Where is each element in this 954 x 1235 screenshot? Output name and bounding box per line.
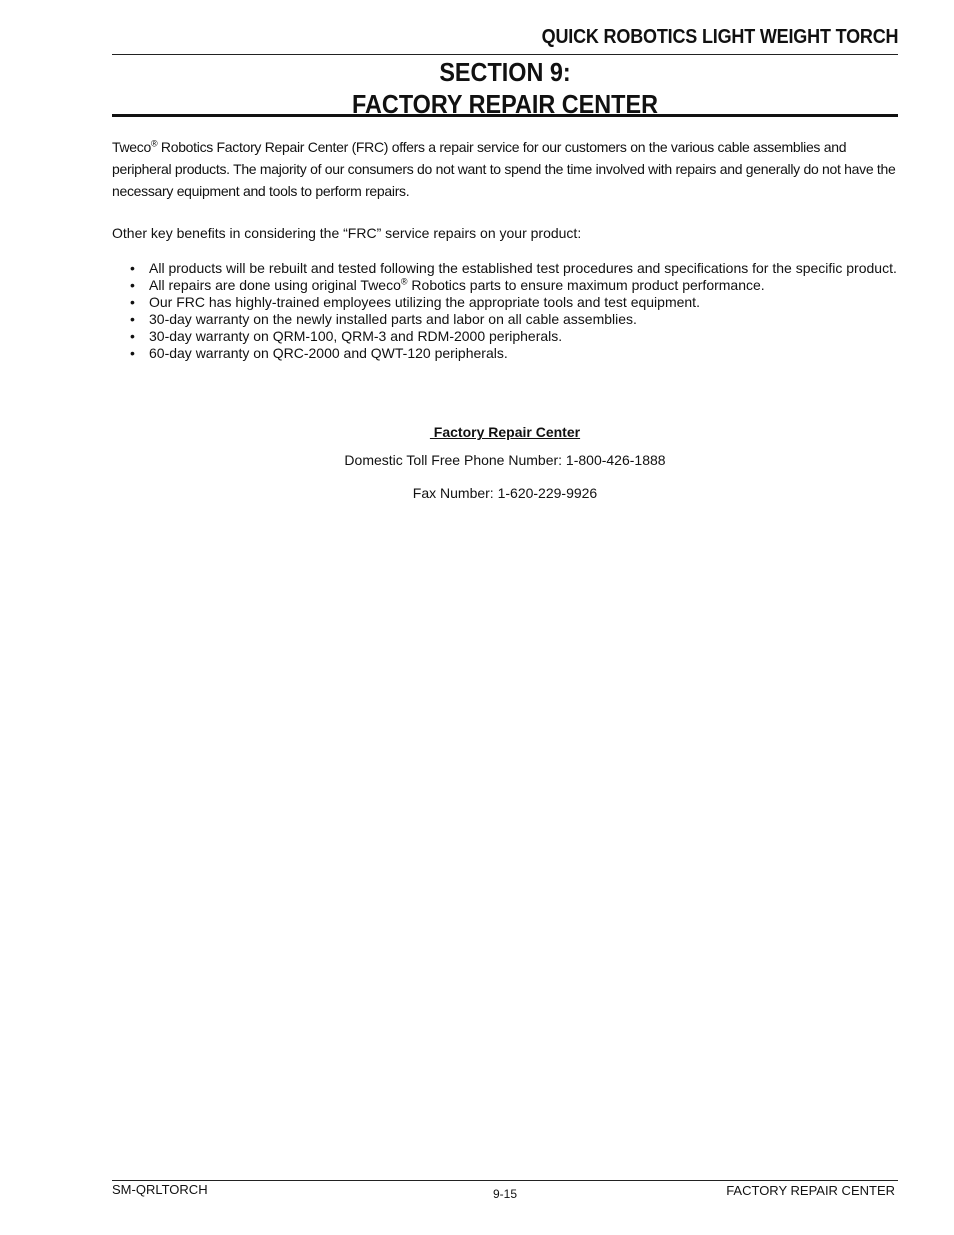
- benefits-list: [130, 260, 898, 362]
- list-item: • 60-day warranty on QRC-2000 and QWT-120 peripherals.: [130, 345, 898, 362]
- registered-mark: ®: [150, 138, 158, 149]
- list-item: • 30-day warranty on QRM-100, QRM-3 and RDM-2000 peripherals.: [130, 328, 898, 345]
- list-item-text: Robotics parts to ensure maximum product performance.: [407, 277, 765, 293]
- benefits-lead: Other key benefits in considering the “FRC” service repairs on your product:: [112, 225, 582, 241]
- contact-phone: Domestic Toll Free Phone Number: 1-800-426-1888: [344, 452, 666, 468]
- list-item: • All products will be rebuilt and tested following the established test procedures and specifications for the specific product.: [130, 260, 898, 277]
- list-item-text: All repairs are done using original Tweco: [149, 277, 401, 293]
- footer-page-number: 9-15: [492, 1187, 518, 1201]
- section-title-rule: [112, 114, 898, 117]
- intro-brand: Tweco: [112, 139, 151, 155]
- list-item: [130, 277, 898, 294]
- list-item: • 30-day warranty on the newly installed parts and labor on all cable assemblies.: [130, 311, 898, 328]
- footer-rule: [112, 1180, 898, 1181]
- intro-text: Robotics Factory Repair Center (FRC) offers a repair service for our customers on the various cable assemblies and peripheral products. The majority of our consumers do not want to spend the time involved with repairs and generally do not have the necessary equipment and tools to perform repairs.: [112, 139, 896, 199]
- list-item: • Our FRC has highly-trained employees utilizing the appropriate tools and test equipment.: [130, 294, 898, 311]
- footer-section-name: FACTORY REPAIR CENTER: [726, 1183, 895, 1198]
- header-rule: [112, 54, 898, 55]
- footer-manual-code: SM-QRLTORCH: [112, 1182, 208, 1197]
- section-number: SECTION 9:: [439, 57, 571, 87]
- section-title: [112, 56, 898, 120]
- intro-paragraph: [112, 136, 898, 202]
- running-header-title: QUICK ROBOTICS LIGHT WEIGHT TORCH: [541, 26, 898, 48]
- section-name: FACTORY REPAIR CENTER: [352, 89, 658, 119]
- contact-fax: Fax Number: 1-620-229-9926: [412, 485, 598, 501]
- document-page: [112, 0, 898, 1235]
- registered-mark: ®: [400, 276, 408, 287]
- contact-heading: Factory Repair Center: [429, 424, 581, 440]
